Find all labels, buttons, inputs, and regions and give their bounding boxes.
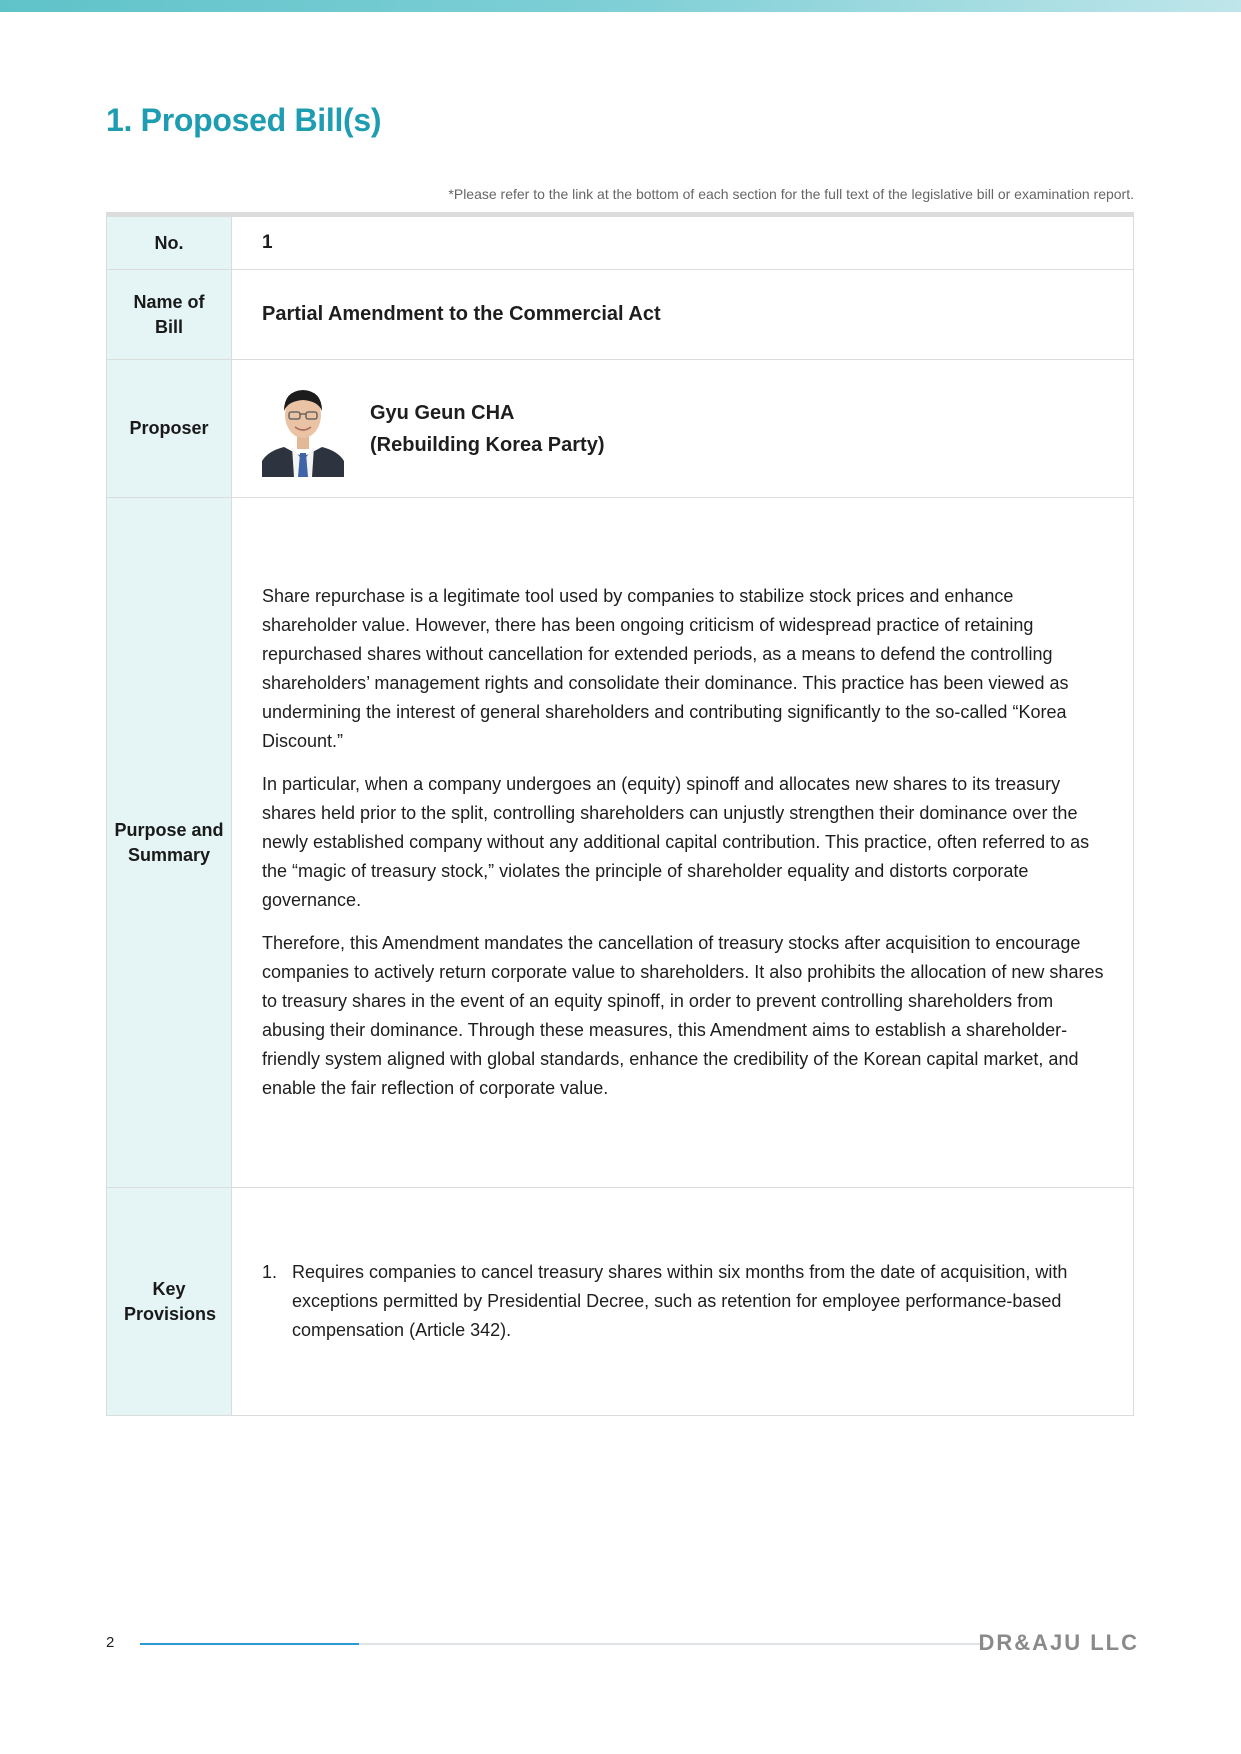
purpose-paragraph: Therefore, this Amendment mandates the cancellation of treasury stocks after acquisition to encourage companies to actively return corporate value to shareholders. It also prohibits the allocation of new shares to treasury shares in the event of an equity spinoff, in order to prevent controlling shareholders from abusing their dominance. Through these measures, this Amendment aims to establish a shareholder-friendly system aligned with global standards, enhance the credibility of the Korean capital market, and enable the fair reflection of corporate value. [262, 933, 1104, 1098]
value-proposer [232, 360, 1134, 498]
firm-logo: DR&AJU LLC [978, 1630, 1139, 1655]
bill-number: 1 [262, 232, 273, 253]
bill-name: Partial Amendment to the Commercial Act [262, 303, 661, 325]
provision-text: Requires companies to cancel treasury shares within six months from the date of acquisition, with exceptions permitted by Presidential Decree, such as retention for employee performance-based compensation (Article 342). [292, 1262, 1068, 1340]
reference-note: *Please refer to the link at the bottom of each section for the full text of the legislative bill or examination report. [448, 186, 1134, 202]
bill-table [106, 212, 1134, 1416]
value-key-provisions [232, 1188, 1134, 1416]
proposer-box [262, 381, 1109, 477]
label-bill-name [107, 270, 232, 360]
purpose-paragraph: In particular, when a company undergoes an (equity) spinoff and allocates new shares to its treasury shares held prior to the split, controlling shareholders can unjustly strengthen their dominance over the newly established company without any additional capital contribution. This practice, often referred to as the “magic of treasury stock,” violates the principle of shareholder equality and distorts corporate governance. [262, 774, 1090, 910]
label-purpose [107, 498, 232, 1188]
row-proposer [107, 360, 1134, 498]
label-no: No. [107, 217, 232, 270]
value-purpose [232, 498, 1134, 1188]
label-bill-name-text: Name of Bill [133, 291, 205, 337]
proposer-party: (Rebuilding Korea Party) [370, 433, 605, 456]
value-no [232, 217, 1134, 270]
page-number: 2 [106, 1634, 115, 1651]
top-accent-bar [0, 0, 1241, 12]
label-key-provisions [107, 1188, 232, 1416]
value-bill-name [232, 270, 1134, 360]
row-number [107, 217, 1134, 270]
label-proposer: Proposer [107, 360, 232, 498]
label-key-provisions-text: Key Provisions [124, 1278, 217, 1324]
section-title: 1. Proposed Bill(s) [106, 102, 382, 138]
provisions-list [262, 1258, 1109, 1345]
proposer-name: Gyu Geun CHA [370, 401, 515, 424]
row-purpose [107, 498, 1134, 1188]
provision-number: 1. [262, 1262, 278, 1282]
progress-line [140, 1643, 984, 1645]
list-item [262, 1258, 1109, 1345]
proposer-text [370, 397, 604, 461]
proposer-photo [262, 381, 344, 477]
progress-fill [140, 1643, 359, 1645]
label-purpose-text: Purpose and Summary [114, 819, 224, 865]
row-bill-name [107, 270, 1134, 360]
purpose-paragraph: Share repurchase is a legitimate tool used by companies to stabilize stock prices and enhance shareholder value. However, there has been ongoing criticism of widespread practice of retaining repurchased shares without cancellation for extended periods, as a means to defend the controlling shareholders’ management rights and consolidate their dominance. This practice has been viewed as undermining the interest of general shareholders and contributing significantly to the so-called “Korea Discount.” [262, 586, 1069, 751]
row-key-provisions [107, 1188, 1134, 1416]
